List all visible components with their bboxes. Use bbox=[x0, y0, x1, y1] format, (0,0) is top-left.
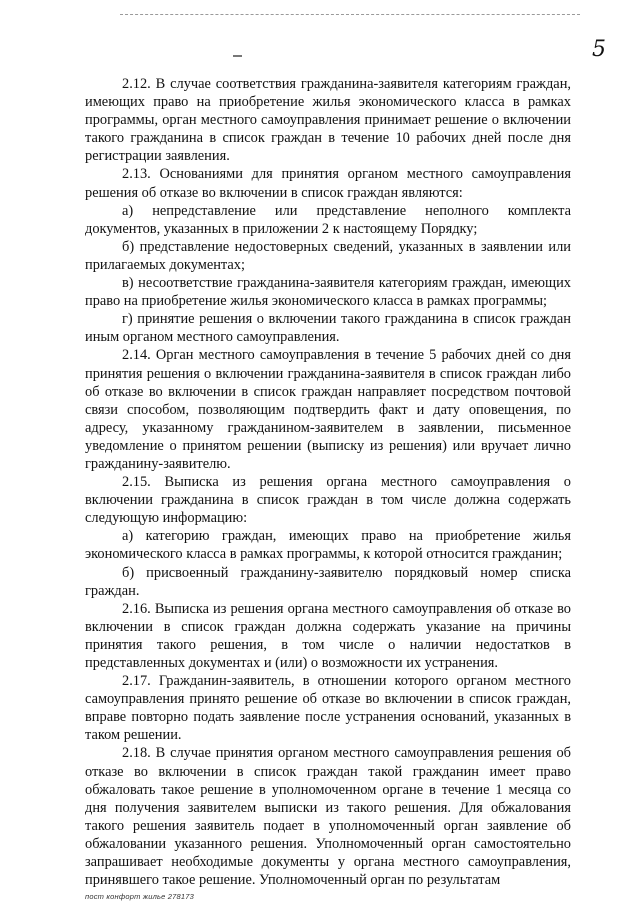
scan-mark bbox=[233, 55, 242, 57]
paragraph-2-18: 2.18. В случае принятия органом местного самоуправления решения об отказе во включении в список граждан такой гражданин имеет право обжаловать такое решение в уполномоченном органе в течение 1 месяца со дня получения заявителем выписки из такого решения. Для обжалования такого решения заявитель подает в уполномоченный орган заявление об обжаловании указанного решения. Уполномоченный орган самостоятельно запрашивает необходимые документы у органа местного самоуправления, принявшего такое решение. Уполномоченный орган по результатам bbox=[85, 745, 571, 889]
footer-note: пост конфорт жилье 278173 bbox=[85, 892, 195, 901]
document-body bbox=[85, 75, 571, 889]
paragraph-2-15: 2.15. Выписка из решения органа местного самоуправления о включении гражданина в список граждан в том числе должна содержать следующую информацию: bbox=[85, 474, 571, 527]
paragraph-2-13-g: г) принятие решения о включении такого гражданина в список граждан иным органом местного самоуправления. bbox=[85, 311, 571, 346]
paragraph-2-13-v: в) несоответствие гражданина-заявителя категориям граждан, имеющих право на приобретение жилья экономического класса в рамках программы; bbox=[85, 275, 571, 310]
paragraph-2-15-b: б) присвоенный гражданину-заявителю порядковый номер списка граждан. bbox=[85, 564, 571, 599]
paragraph-2-13-b: б) представление недостоверных сведений, указанных в заявлении или прилагаемых документах; bbox=[85, 238, 571, 273]
paragraph-2-16: 2.16. Выписка из решения органа местного самоуправления об отказе во включении в список граждан должна содержать указание на причины принятия такого решения, в том числе о наличии недостатков в представленных документах и (или) о возможности их устранения. bbox=[85, 600, 571, 671]
paragraph-2-15-a: а) категорию граждан, имеющих право на приобретение жилья экономического класса в рамках программы, к которой относится гражданин; bbox=[85, 528, 571, 563]
paragraph-2-13-a: а) непредставление или представление неполного комплекта документов, указанных в приложении 2 к настоящему Порядку; bbox=[85, 202, 571, 237]
paragraph-2-17: 2.17. Гражданин-заявитель, в отношении которого органом местного самоуправления принято решение об отказе во включении в список граждан, вправе повторно подать заявление после устранения оснований, указанных в таком решении. bbox=[85, 673, 571, 744]
scan-top-edge bbox=[120, 14, 580, 15]
paragraph-2-12: 2.12. В случае соответствия гражданина-заявителя категориям граждан, имеющих право на приобретение жилья экономического класса в рамках программы, орган местного самоуправления принимает решение о включении такого гражданина в список граждан в течение 10 рабочих дней после дня регистрации заявления. bbox=[85, 76, 571, 165]
page-number: 5 bbox=[592, 37, 606, 62]
paragraph-2-14: 2.14. Орган местного самоуправления в течение 5 рабочих дней со дня принятия решения о включении гражданина-заявителя в список граждан либо об отказе во включении в список граждан направляет посредством почтовой связи способом, позволяющим подтвердить факт и дату оповещения, по адресу, указанному гражданином-заявителем в заявлении, письменное уведомление о принятом решении (выписку из решения) или вручает лично гражданину-заявителю. bbox=[85, 347, 571, 472]
paragraph-2-13: 2.13. Основаниями для принятия органом местного самоуправления решения об отказе во включении в список граждан являются: bbox=[85, 166, 571, 201]
